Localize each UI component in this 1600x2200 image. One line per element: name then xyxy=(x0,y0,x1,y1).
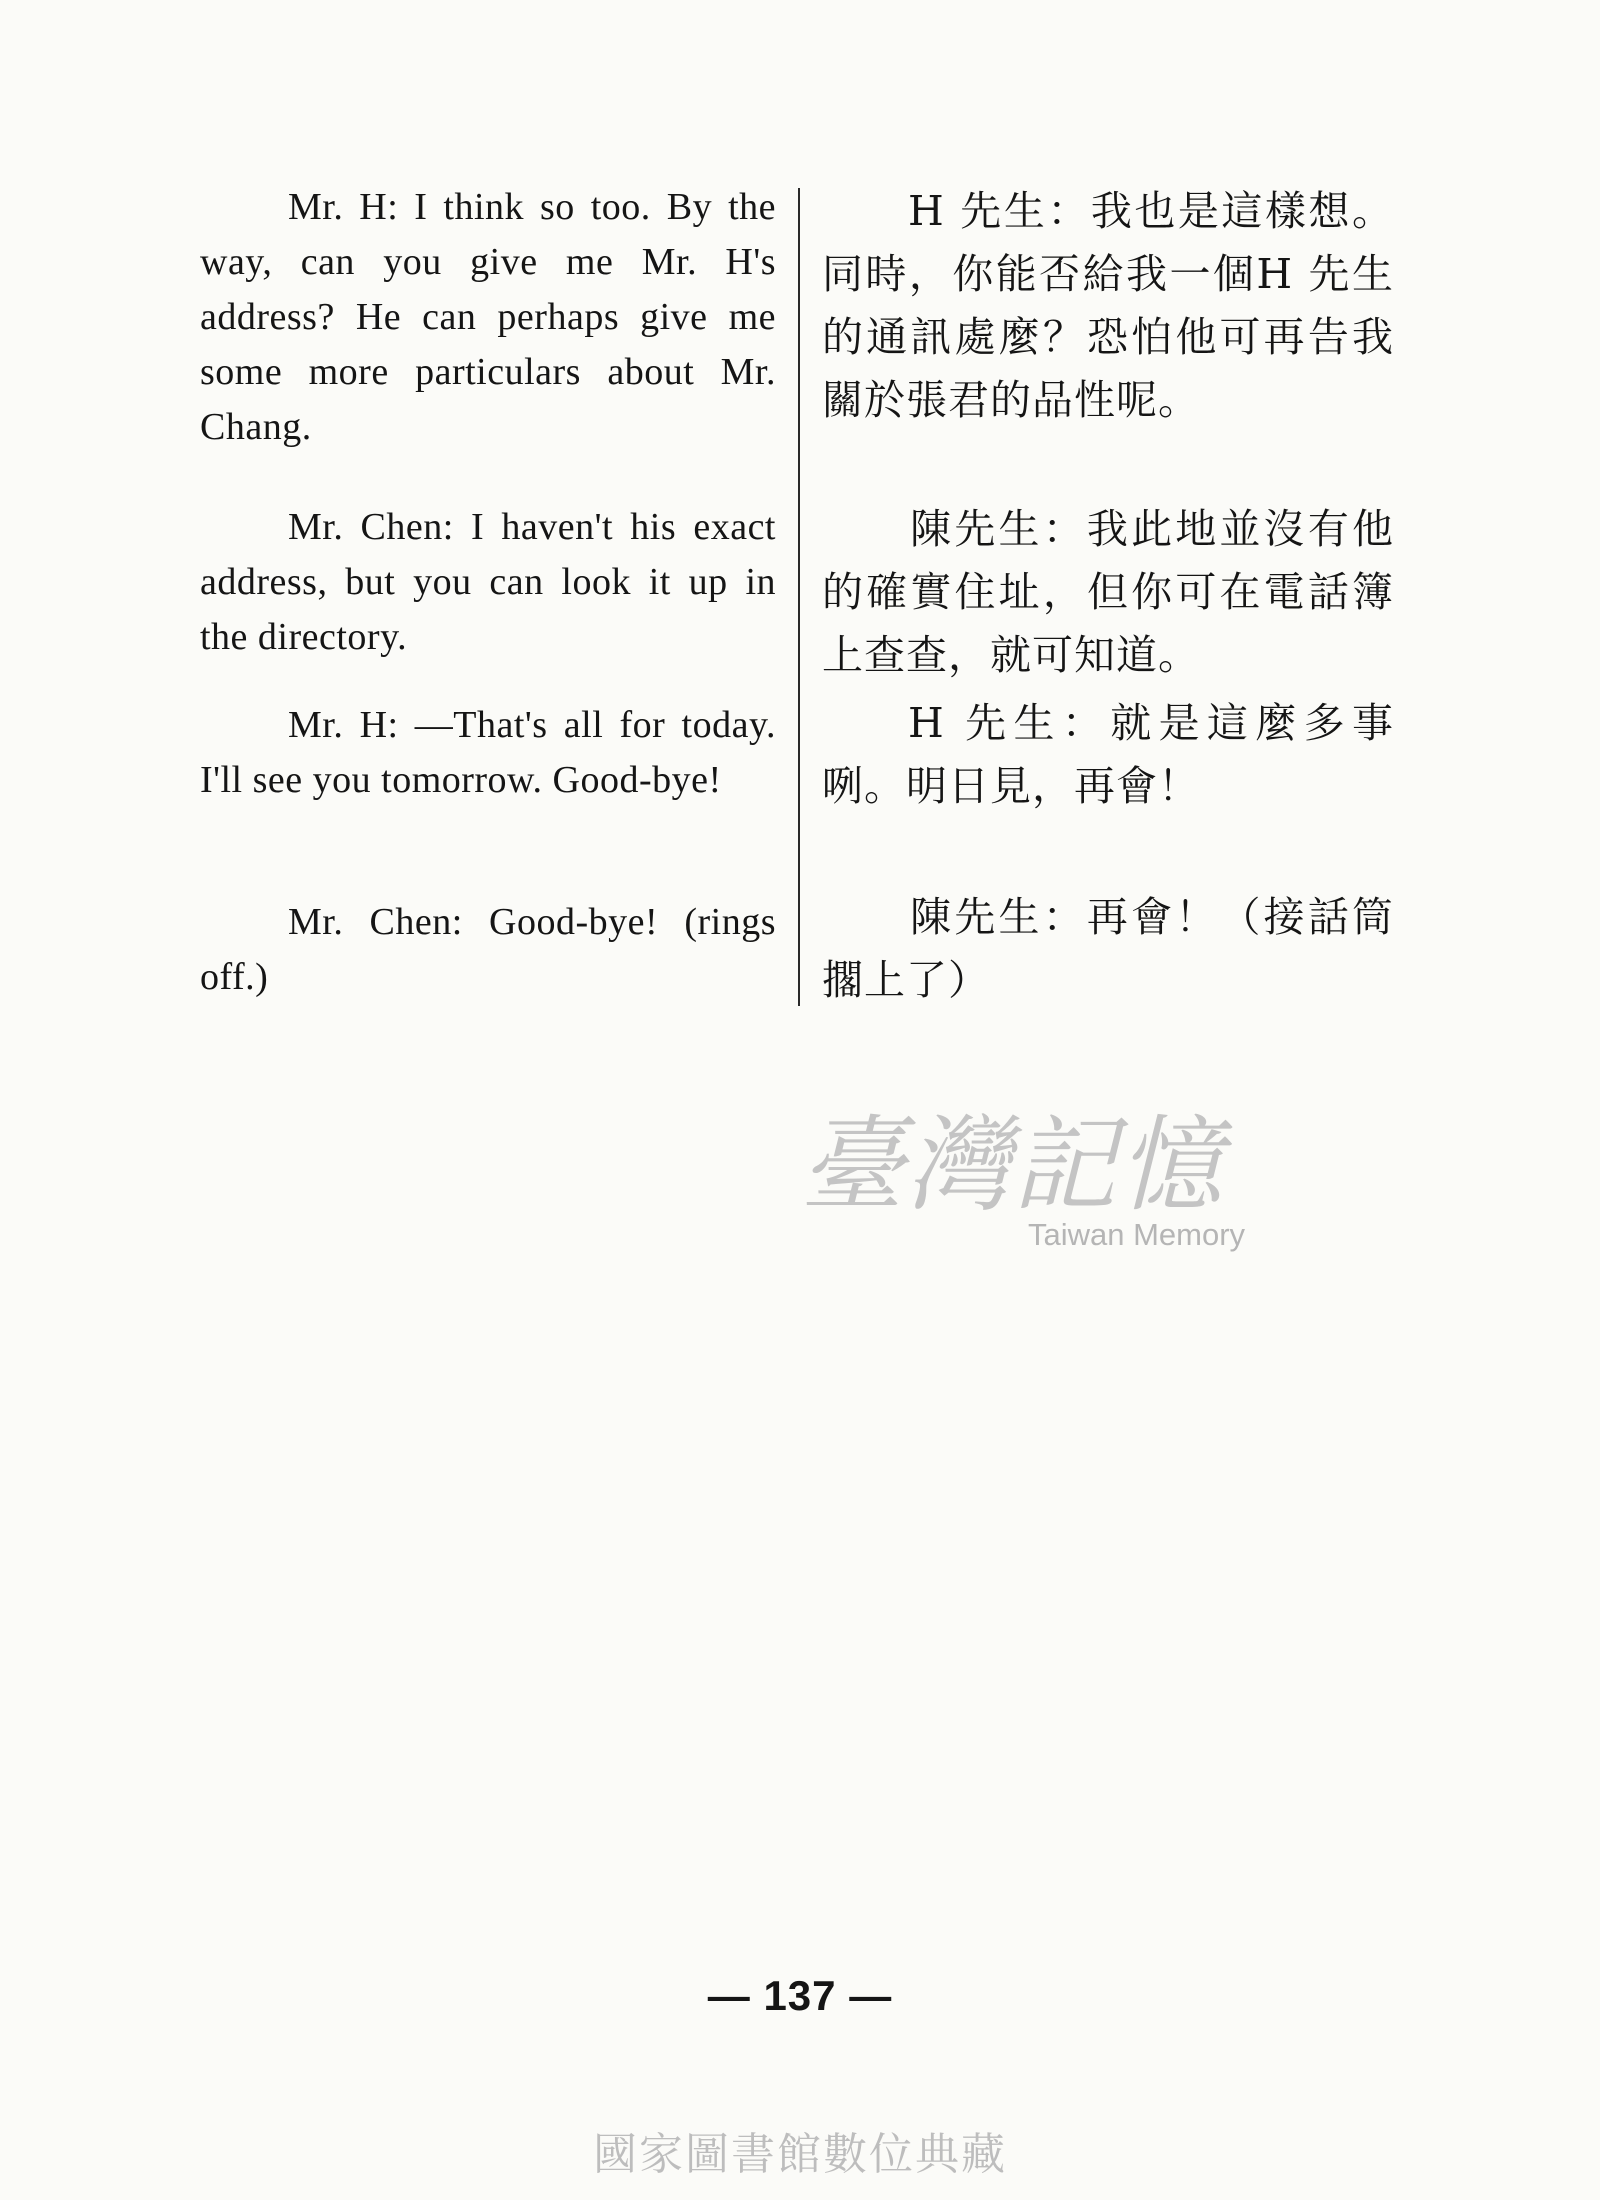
chinese-paragraph-2 xyxy=(822,498,1394,687)
chinese-paragraph-3 xyxy=(822,692,1394,818)
english-paragraph-2 xyxy=(200,500,776,665)
english-paragraph-3 xyxy=(200,698,776,808)
chinese-paragraph-1 xyxy=(822,180,1394,432)
english-paragraph-1 xyxy=(200,180,776,455)
column-divider xyxy=(798,188,800,1006)
watermark-english: Taiwan Memory xyxy=(1028,1217,1246,1252)
chinese-paragraph-4-text: 陳先生：再會！（接話筒擱上了） xyxy=(822,893,1394,1004)
taiwan-memory-watermark xyxy=(800,1105,1270,1275)
english-paragraph-4-text: Mr. Chen: Good-bye! (rings off.) xyxy=(200,901,776,998)
english-paragraph-2-text: Mr. Chen: I haven't his exact address, but you can look it up in the directory. xyxy=(200,506,776,658)
chinese-paragraph-3-text: H 先生：就是這麼多事咧。明日見，再會！ xyxy=(822,699,1394,810)
english-paragraph-4 xyxy=(200,895,776,1005)
chinese-paragraph-2-text: 陳先生：我此地並沒有他的確實住址，但你可在電話簿上查查，就可知道。 xyxy=(822,505,1394,679)
english-paragraph-3-text: Mr. H: —That's all for today. I'll see you tomorrow. Good-bye! xyxy=(200,704,776,801)
watermark-chinese: 臺灣記憶 xyxy=(800,1104,1225,1226)
chinese-paragraph-1-text: H 先生：我也是這樣想。同時，你能否給我一個H 先生的通訊處麼？恐怕他可再告我關於張君的品性呢。 xyxy=(822,187,1394,424)
english-paragraph-1-text: Mr. H: I think so too. By the way, can you give me Mr. H's address? He can perhaps give me some more particulars about Mr. Chang. xyxy=(200,186,776,448)
chinese-paragraph-4 xyxy=(822,886,1394,1012)
library-footer: 國家圖書館數位典藏 xyxy=(593,2129,1007,2180)
page-number: — 137 — xyxy=(707,1972,893,2019)
